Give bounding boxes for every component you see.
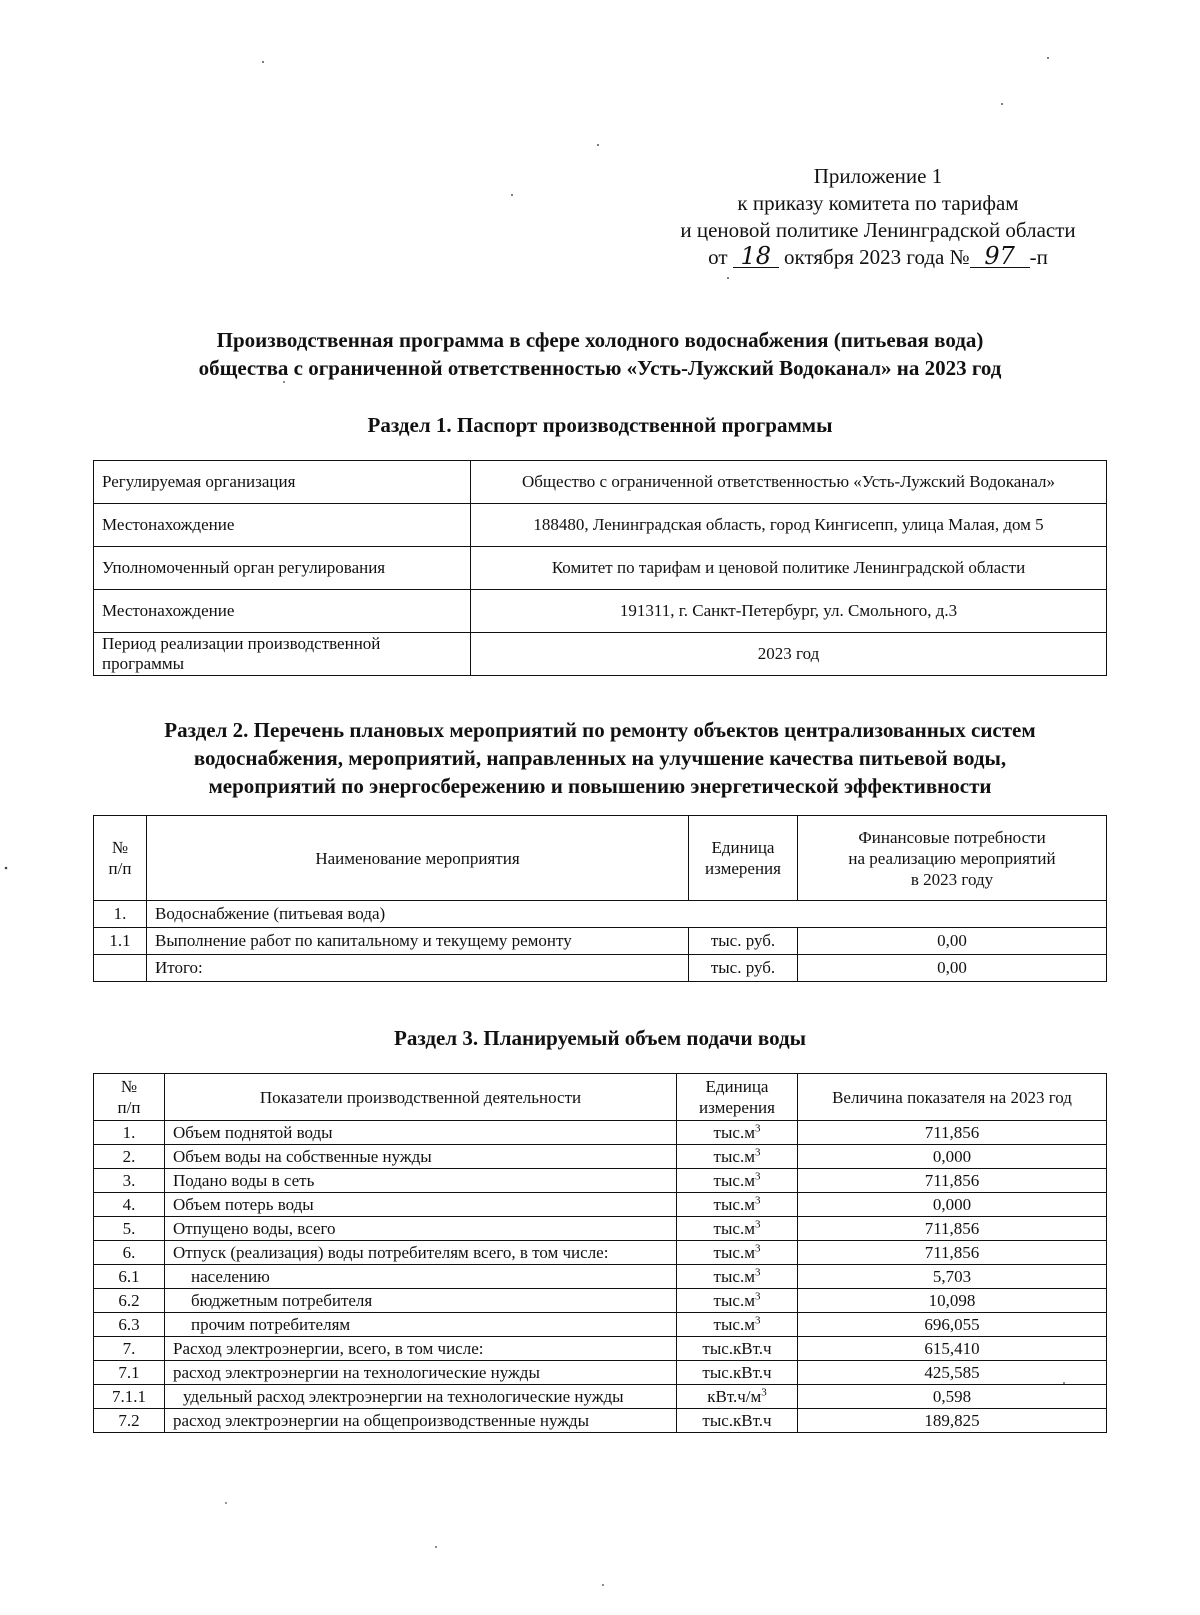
header-text: измерения [699,1098,775,1117]
cell-unit [677,1385,798,1409]
cell-indicator-name: расход электроэнергии на общепроизводственные нужды [165,1409,677,1433]
appendix-header [618,163,1138,271]
date-prefix: от [708,245,728,269]
unit-superscript: 3 [754,1314,761,1327]
cell-unit [677,1145,798,1169]
cell-value: 0,598 [798,1385,1107,1409]
cell-number: 1.1 [94,928,147,955]
header-text: п/п [108,859,132,878]
section-3-heading [60,1024,1140,1052]
cell-value: 711,856 [798,1241,1107,1265]
cell-number: 7.1.1 [94,1385,165,1409]
cell-number: 1. [94,1121,165,1145]
appendix-order-ref: к приказу комитета по тарифам [737,191,1019,215]
table-row [94,1193,1107,1217]
section-1-heading-text: Раздел 1. Паспорт производственной программы [367,413,833,437]
header-text: № [120,1077,138,1096]
cell-group-name: Водоснабжение (питьевая вода) [147,901,1107,928]
cell-unit [677,1217,798,1241]
cell-name: Выполнение работ по капитальному и текущему ремонту [147,928,689,955]
document-title-line-2: общества с ограниченной ответственностью «Усть-Лужский Водоканал» на 2023 год [198,356,1002,380]
cell-value: 711,856 [798,1217,1107,1241]
table-row [94,1265,1107,1289]
column-header-name: Наименование мероприятия [147,816,689,901]
cell-number: 7. [94,1337,165,1361]
passport-value: 2023 год [471,633,1107,676]
table-row [94,1409,1107,1433]
table-row [94,1121,1107,1145]
unit-superscript: 3 [754,1194,761,1207]
unit-superscript: 3 [754,1146,761,1159]
cell-number: 5. [94,1217,165,1241]
header-text: № [111,838,129,857]
cell-unit [677,1289,798,1313]
cell-indicator-name: Отпущено воды, всего [165,1217,677,1241]
cell-indicator-name: Отпуск (реализация) воды потребителям всего, в том числе: [165,1241,677,1265]
cell-unit [677,1265,798,1289]
unit-text: тыс.м [713,1195,755,1214]
document-title [60,326,1140,382]
table-total-row [94,955,1107,982]
table-row [94,1313,1107,1337]
passport-key: Период реализации производственной программы [94,633,471,676]
header-text: Финансовые потребности [858,827,1046,847]
table-row [94,590,1107,633]
header-text: на реализацию мероприятий [848,848,1056,868]
cell-unit [677,1241,798,1265]
passport-key: Местонахождение [94,590,471,633]
table-row [94,461,1107,504]
appendix-committee: и ценовой политике Ленинградской области [680,218,1076,242]
cell-number: 4. [94,1193,165,1217]
cell-unit [677,1409,798,1433]
cell-value: 0,00 [798,928,1107,955]
table-row [94,1145,1107,1169]
cell-indicator-name: Подано воды в сеть [165,1169,677,1193]
appendix-date-line [618,244,1138,271]
column-header-number [94,1074,165,1121]
cell-value: 0,00 [798,955,1107,982]
unit-superscript: 3 [761,1386,767,1399]
passport-value: 191311, г. Санкт-Петербург, ул. Смольного, д.3 [471,590,1107,633]
cell-indicator-name: Объем воды на собственные нужды [165,1145,677,1169]
table-row [94,1241,1107,1265]
passport-value: Общество с ограниченной ответственностью «Усть-Лужский Водоканал» [471,461,1107,504]
cell-number: 7.2 [94,1409,165,1433]
cell-value: 615,410 [798,1337,1107,1361]
table-header-row [94,1074,1107,1121]
cell-unit [677,1193,798,1217]
header-text: Единица [711,838,775,857]
header-text: в 2023 году [910,869,994,889]
table-row [94,1361,1107,1385]
unit-superscript: 3 [754,1266,761,1279]
cell-indicator-name: прочим потребителям [165,1313,677,1337]
cell-number: 3. [94,1169,165,1193]
section-2-heading-line-1: Раздел 2. Перечень плановых мероприятий по ремонту объектов централизованных систем [164,718,1036,742]
table-row [94,928,1107,955]
unit-text: кВт.ч/м [707,1387,762,1406]
section-2-heading-line-2: водоснабжения, мероприятий, направленных на улучшение качества питьевой воды, [193,746,1007,770]
cell-name: Итого: [147,955,689,982]
cell-indicator-name: Объем потерь воды [165,1193,677,1217]
table-row [94,1337,1107,1361]
unit-text: тыс.м [713,1291,755,1310]
cell-indicator-name: удельный расход электроэнергии на технологические нужды [165,1385,677,1409]
date-suffix: -п [1029,245,1048,269]
unit-text: тыс.м [713,1123,755,1142]
unit-text: тыс.м [713,1315,755,1334]
unit-text: тыс.кВт.ч [702,1363,772,1382]
cell-unit [677,1313,798,1337]
cell-number: 6.1 [94,1265,165,1289]
cell-unit [677,1121,798,1145]
appendix-title: Приложение 1 [813,164,943,188]
table-row [94,547,1107,590]
header-text: п/п [117,1098,141,1117]
passport-key: Уполномоченный орган регулирования [94,547,471,590]
cell-number: 1. [94,901,147,928]
cell-value: 10,098 [798,1289,1107,1313]
column-header-number [94,816,147,901]
cell-indicator-name: Расход электроэнергии, всего, в том числе: [165,1337,677,1361]
table-header-row [94,816,1107,901]
unit-text: тыс.м [713,1219,755,1238]
passport-key: Регулируемая организация [94,461,471,504]
cell-value: 0,000 [798,1193,1107,1217]
column-header-unit [677,1074,798,1121]
table-group-row [94,901,1107,928]
cell-value: 711,856 [798,1121,1107,1145]
table-row [94,1217,1107,1241]
cell-unit [677,1337,798,1361]
cell-number: 2. [94,1145,165,1169]
cell-unit [677,1361,798,1385]
table-row [94,633,1107,676]
section-2-heading-line-3: мероприятий по энергосбережению и повышению энергетической эффективности [208,774,992,798]
cell-value: 696,055 [798,1313,1107,1337]
cell-number: 6. [94,1241,165,1265]
cell-value: 711,856 [798,1169,1107,1193]
cell-value: 189,825 [798,1409,1107,1433]
unit-text: тыс.кВт.ч [702,1339,772,1358]
handwritten-order-number: 97 [970,245,1030,268]
table-row [94,1385,1107,1409]
column-header-financing [798,816,1107,901]
cell-value: 0,000 [798,1145,1107,1169]
cell-unit [677,1169,798,1193]
passport-key: Местонахождение [94,504,471,547]
cell-number [94,955,147,982]
unit-text: тыс.м [713,1267,755,1286]
unit-superscript: 3 [754,1170,761,1183]
section-1-heading [60,411,1140,439]
cell-indicator-name: бюджетным потребителя [165,1289,677,1313]
table-row [94,504,1107,547]
cell-number: 6.3 [94,1313,165,1337]
table-row [94,1289,1107,1313]
cell-indicator-name: расход электроэнергии на технологические нужды [165,1361,677,1385]
column-header-unit [689,816,798,901]
cell-unit: тыс. руб. [689,955,798,982]
cell-number: 6.2 [94,1289,165,1313]
passport-value: Комитет по тарифам и ценовой политике Ленинградской области [471,547,1107,590]
header-text: Единица [705,1077,769,1096]
section-3-heading-text: Раздел 3. Планируемый объем подачи воды [394,1026,806,1050]
cell-value: 425,585 [798,1361,1107,1385]
unit-superscript: 3 [754,1122,761,1135]
header-text: измерения [705,859,781,878]
unit-text: тыс.м [713,1147,755,1166]
cell-number: 7.1 [94,1361,165,1385]
cell-indicator-name: Объем поднятой воды [165,1121,677,1145]
cell-indicator-name: населению [165,1265,677,1289]
section-2-heading [60,716,1140,800]
column-header-indicator: Показатели производственной деятельности [165,1074,677,1121]
document-title-line-1: Производственная программа в сфере холодного водоснабжения (питьевая вода) [216,328,984,352]
unit-text: тыс.кВт.ч [702,1411,772,1430]
water-supply-table-body [94,1121,1107,1433]
unit-text: тыс.м [713,1171,755,1190]
unit-superscript: 3 [754,1242,761,1255]
table-row [94,1169,1107,1193]
water-supply-table [93,1073,1107,1433]
unit-text: тыс.м [713,1243,755,1262]
measures-table [93,815,1107,982]
date-middle: октября 2023 года № [784,245,970,269]
unit-superscript: 3 [754,1218,761,1231]
cell-value: 5,703 [798,1265,1107,1289]
passport-value: 188480, Ленинградская область, город Кингисепп, улица Малая, дом 5 [471,504,1107,547]
passport-table [93,460,1107,676]
handwritten-day: 18 [733,245,779,268]
cell-unit: тыс. руб. [689,928,798,955]
unit-superscript: 3 [754,1290,761,1303]
column-header-value: Величина показателя на 2023 год [798,1074,1107,1121]
